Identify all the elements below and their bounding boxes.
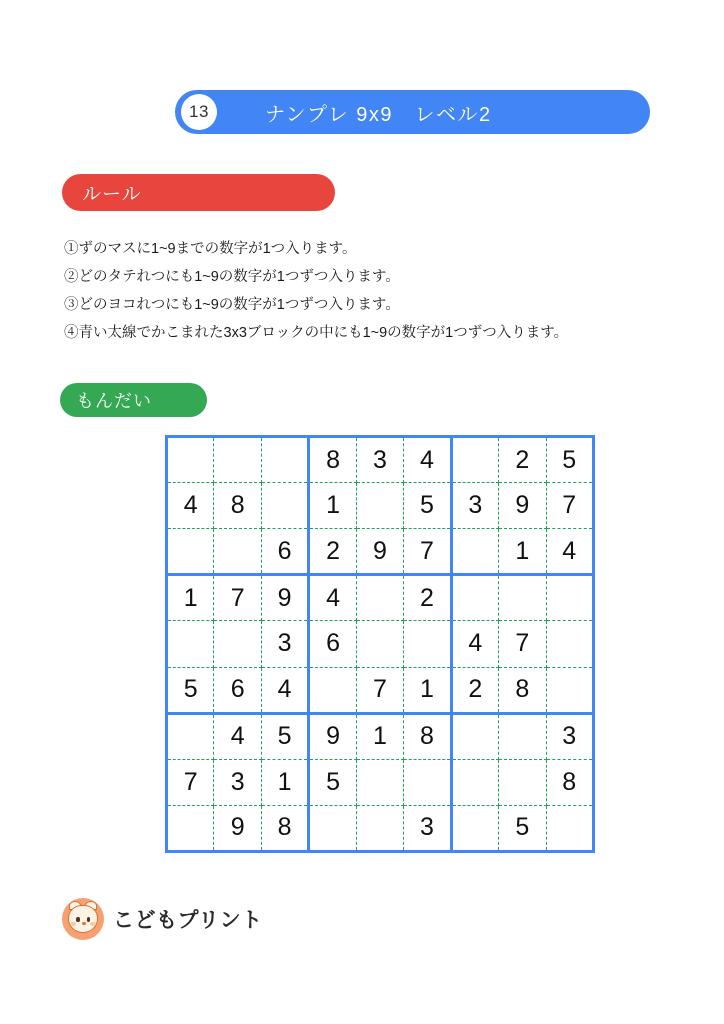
sudoku-cell-empty[interactable] xyxy=(356,759,403,805)
sudoku-cell-given: 2 xyxy=(499,437,546,483)
sudoku-cell-empty[interactable] xyxy=(214,529,261,575)
sudoku-cell-given: 3 xyxy=(356,437,403,483)
rule-item: ④青い太線でかこまれた3x3ブロックの中にも1~9の数字が1つずつ入ります。 xyxy=(64,325,569,341)
sudoku-cell-empty[interactable] xyxy=(499,575,546,621)
sudoku-cell-given: 3 xyxy=(214,759,261,805)
rules-list xyxy=(64,235,664,347)
sudoku-cell-given: 8 xyxy=(499,667,546,713)
sudoku-cell-given: 7 xyxy=(214,575,261,621)
sudoku-cell-empty[interactable] xyxy=(546,621,594,667)
sudoku-cell-given: 8 xyxy=(214,483,261,529)
sudoku-cell-given: 1 xyxy=(356,713,403,759)
sudoku-row xyxy=(167,575,594,621)
rule-item: ③どのヨコれつにも1~9の数字が1つずつ入ります。 xyxy=(64,297,400,313)
sudoku-cell-given: 5 xyxy=(499,805,546,851)
sudoku-cell-given: 9 xyxy=(214,805,261,851)
page-title: ナンプレ 9x9 レベル2 xyxy=(265,103,492,126)
sudoku-row xyxy=(167,621,594,667)
sudoku-cell-given: 4 xyxy=(404,437,451,483)
sudoku-cell-empty[interactable] xyxy=(404,621,451,667)
sudoku-cell-given: 1 xyxy=(167,575,214,621)
sudoku-cell-given: 8 xyxy=(309,437,356,483)
worksheet-number-badge: 13 xyxy=(181,94,217,130)
site-logo-text: こどもプリント xyxy=(113,909,263,932)
sudoku-cell-given: 4 xyxy=(546,529,594,575)
sudoku-cell-given: 5 xyxy=(546,437,594,483)
rule-item: ①ずのマスに1~9までの数字が1つ入ります。 xyxy=(64,241,357,257)
sudoku-cell-empty[interactable] xyxy=(167,437,214,483)
sudoku-cell-given: 8 xyxy=(404,713,451,759)
sudoku-cell-empty[interactable] xyxy=(499,759,546,805)
rules-banner-label: ルール xyxy=(82,184,142,205)
sudoku-cell-given: 7 xyxy=(356,667,403,713)
sudoku-cell-empty[interactable] xyxy=(451,437,498,483)
sudoku-cell-empty[interactable] xyxy=(499,713,546,759)
sudoku-grid-container xyxy=(165,435,595,853)
sudoku-cell-given: 1 xyxy=(499,529,546,575)
sudoku-cell-given: 2 xyxy=(451,667,498,713)
sudoku-cell-given: 4 xyxy=(451,621,498,667)
cat-nose-icon xyxy=(82,922,86,925)
sudoku-cell-given: 5 xyxy=(261,713,308,759)
sudoku-cell-given: 1 xyxy=(309,483,356,529)
sudoku-cell-given: 3 xyxy=(261,621,308,667)
sudoku-row xyxy=(167,713,594,759)
sudoku-cell-given: 8 xyxy=(261,805,308,851)
cat-face-icon xyxy=(62,898,104,940)
sudoku-cell-empty[interactable] xyxy=(261,437,308,483)
sudoku-cell-given: 1 xyxy=(261,759,308,805)
sudoku-cell-given: 1 xyxy=(404,667,451,713)
sudoku-cell-empty[interactable] xyxy=(451,805,498,851)
cat-face-shape xyxy=(68,905,98,933)
site-logo xyxy=(62,898,263,940)
sudoku-cell-empty[interactable] xyxy=(356,621,403,667)
sudoku-cell-empty[interactable] xyxy=(451,713,498,759)
sudoku-cell-given: 2 xyxy=(309,529,356,575)
sudoku-cell-empty[interactable] xyxy=(356,575,403,621)
sudoku-cell-given: 7 xyxy=(546,483,594,529)
rules-banner xyxy=(62,174,335,211)
cat-cheek-right-icon xyxy=(90,922,96,926)
sudoku-cell-empty[interactable] xyxy=(356,805,403,851)
sudoku-cell-empty[interactable] xyxy=(451,529,498,575)
sudoku-row xyxy=(167,805,594,851)
sudoku-cell-empty[interactable] xyxy=(451,575,498,621)
sudoku-cell-given: 8 xyxy=(546,759,594,805)
worksheet-title-bar xyxy=(175,90,650,134)
sudoku-cell-empty[interactable] xyxy=(214,437,261,483)
sudoku-cell-given: 4 xyxy=(261,667,308,713)
sudoku-grid[interactable] xyxy=(165,435,595,853)
sudoku-cell-given: 4 xyxy=(167,483,214,529)
sudoku-row xyxy=(167,529,594,575)
sudoku-row xyxy=(167,437,594,483)
sudoku-row xyxy=(167,759,594,805)
sudoku-cell-given: 3 xyxy=(451,483,498,529)
sudoku-cell-given: 6 xyxy=(214,667,261,713)
sudoku-row xyxy=(167,483,594,529)
sudoku-cell-given: 6 xyxy=(309,621,356,667)
sudoku-cell-empty[interactable] xyxy=(451,759,498,805)
sudoku-cell-empty[interactable] xyxy=(309,805,356,851)
sudoku-cell-given: 6 xyxy=(261,529,308,575)
sudoku-cell-empty[interactable] xyxy=(546,667,594,713)
sudoku-cell-empty[interactable] xyxy=(261,483,308,529)
cat-eye-right-icon xyxy=(87,917,91,922)
problem-banner xyxy=(60,383,207,417)
rule-item: ②どのタテれつにも1~9の数字が1つずつ入ります。 xyxy=(64,269,400,285)
cat-cheek-left-icon xyxy=(70,922,76,926)
sudoku-cell-given: 4 xyxy=(214,713,261,759)
sudoku-cell-empty[interactable] xyxy=(167,621,214,667)
sudoku-cell-given: 9 xyxy=(261,575,308,621)
sudoku-cell-empty[interactable] xyxy=(546,805,594,851)
sudoku-cell-empty[interactable] xyxy=(404,759,451,805)
sudoku-cell-given: 7 xyxy=(404,529,451,575)
sudoku-cell-given: 5 xyxy=(167,667,214,713)
sudoku-cell-given: 3 xyxy=(546,713,594,759)
sudoku-cell-given: 9 xyxy=(499,483,546,529)
sudoku-cell-given: 9 xyxy=(356,529,403,575)
sudoku-cell-given: 7 xyxy=(499,621,546,667)
sudoku-cell-empty[interactable] xyxy=(309,667,356,713)
cat-eye-left-icon xyxy=(76,917,80,922)
sudoku-cell-empty[interactable] xyxy=(356,483,403,529)
sudoku-cell-given: 5 xyxy=(309,759,356,805)
sudoku-cell-given: 9 xyxy=(309,713,356,759)
sudoku-cell-given: 7 xyxy=(167,759,214,805)
sudoku-row xyxy=(167,667,594,713)
sudoku-cell-given: 3 xyxy=(404,805,451,851)
sudoku-cell-given: 2 xyxy=(404,575,451,621)
sudoku-cell-empty[interactable] xyxy=(546,575,594,621)
sudoku-cell-given: 5 xyxy=(404,483,451,529)
sudoku-cell-empty[interactable] xyxy=(167,529,214,575)
sudoku-cell-given: 4 xyxy=(309,575,356,621)
sudoku-cell-empty[interactable] xyxy=(167,713,214,759)
sudoku-cell-empty[interactable] xyxy=(167,805,214,851)
sudoku-cell-empty[interactable] xyxy=(214,621,261,667)
problem-banner-label: もんだい xyxy=(76,391,152,411)
